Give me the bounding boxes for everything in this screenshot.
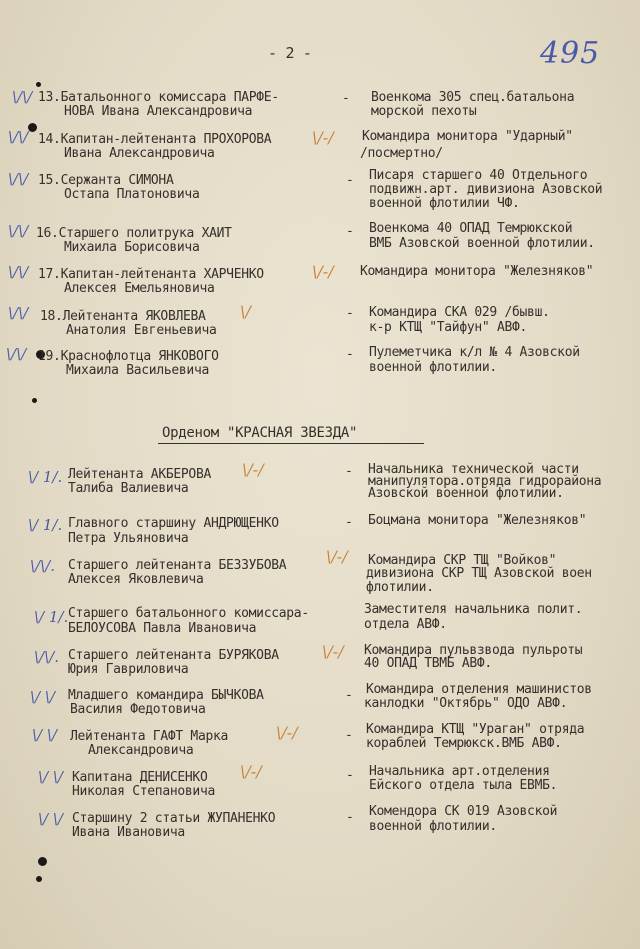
separator-dash: - bbox=[346, 224, 354, 239]
separator-dash: - bbox=[345, 515, 353, 530]
separator-dash: - bbox=[345, 464, 353, 479]
entry-position-line2: кораблей Темрюкск.ВМБ АВФ. bbox=[366, 736, 562, 751]
approval-tick: \/-/ bbox=[240, 762, 262, 781]
entry-name-line1: Капитана ДЕНИСЕНКО bbox=[72, 770, 208, 785]
entry-name-line2: Юрия Гавриловича bbox=[68, 662, 189, 677]
entry-position-line1: Командира КТЩ "Ураган" отряда bbox=[366, 722, 585, 737]
entry-position-line2: дивизиона СКР ТЩ Азовской воен bbox=[366, 566, 592, 581]
margin-mark: \/ \/ bbox=[30, 688, 55, 706]
entry-position-line2: военной флотилии. bbox=[369, 360, 497, 375]
margin-mark: \/\/ bbox=[6, 345, 27, 363]
approval-tick: \/-/ bbox=[276, 723, 298, 742]
entry-position-line1: Пулеметчика к/л № 4 Азовской bbox=[369, 345, 580, 360]
margin-mark: \/ \/ bbox=[32, 726, 57, 744]
entry-position-line1: Комендора СК 019 Азовской bbox=[369, 804, 558, 819]
separator-dash: - bbox=[342, 91, 350, 106]
entry-position-line2: манипулятора.отряда гидрорайона bbox=[368, 474, 602, 489]
entry-position-line2: канлодки "Октябрь" ОДО АВФ. bbox=[364, 696, 568, 711]
margin-mark: \/\/ bbox=[8, 128, 29, 146]
separator-dash: - bbox=[346, 306, 354, 321]
entry-position-line1: Начальника арт.отделения bbox=[369, 764, 550, 779]
entry-name-line1: Старшего лейтенанта БЕЗЗУБОВА bbox=[68, 558, 287, 573]
entry-position-line1: Командира СКР ТЩ "Войков" bbox=[368, 553, 557, 568]
entry-name-line1: 19.Краснофлотца ЯНКОВОГО bbox=[38, 349, 219, 364]
entry-position-line2: подвижн.арт. дивизиона Азовской bbox=[369, 182, 603, 197]
margin-mark: \/\/ bbox=[8, 263, 29, 281]
margin-mark: \/ 1/. bbox=[34, 608, 69, 626]
entry-position-line1: Командира пульвзвода пульроты bbox=[364, 643, 583, 658]
entry-name-line2: Михаила Васильевича bbox=[66, 363, 210, 378]
separator-dash: - bbox=[346, 768, 354, 783]
entry-position-line2: морской пехоты bbox=[371, 104, 477, 119]
margin-mark: \/\/ bbox=[8, 304, 29, 322]
entry-position-line1: Военкома 40 ОПАД Темрюкской bbox=[369, 221, 573, 236]
approval-tick: \/ bbox=[240, 302, 251, 321]
entry-position-line3: флотилии. bbox=[366, 580, 434, 595]
entry-position-line1: Заместителя начальника полит. bbox=[364, 602, 583, 617]
entry-name-line1: Лейтенанта ГАФТ Марка bbox=[70, 729, 229, 744]
separator-dash: - bbox=[346, 810, 354, 825]
entry-name-line2: Александровича bbox=[88, 743, 194, 758]
margin-mark: \/\/ bbox=[8, 170, 29, 188]
entry-name-line1: 16.Старшего политрука ХАИТ bbox=[36, 226, 232, 241]
margin-mark: \/\/ bbox=[8, 222, 29, 240]
entry-name-line2: Талиба Валиевича bbox=[68, 481, 189, 496]
margin-mark: \/ \/ bbox=[38, 768, 63, 786]
entry-name-line2: Николая Степановича bbox=[72, 784, 216, 799]
entry-position-line1: Командира СКА 029 /бывш. bbox=[369, 305, 550, 320]
approval-tick: \/-/ bbox=[312, 128, 334, 147]
page-number: - 2 - bbox=[268, 44, 312, 62]
entry-name-line2: Анатолия Евгеньевича bbox=[66, 323, 217, 338]
entry-position-line2: отдела АВФ. bbox=[364, 617, 447, 632]
entry-position-line2: ВМБ Азовской военной флотилии. bbox=[369, 236, 595, 251]
margin-mark: \/ \/ bbox=[38, 810, 63, 828]
entry-position-line3: Азовской военной флотилии. bbox=[368, 486, 564, 501]
entry-name-line1: Младшего командира БЫЧКОВА bbox=[68, 688, 264, 703]
entry-name-line1: 18.Лейтенанта ЯКОВЛЕВА bbox=[40, 309, 206, 324]
entry-name-line1: 15.Сержанта СИМОНА bbox=[38, 173, 174, 188]
entry-name-line2: Остапа Платоновича bbox=[64, 187, 200, 202]
entry-name-line2: Ивана Ивановича bbox=[72, 825, 185, 840]
entry-position-line1: Боцмана монитора "Железняков" bbox=[368, 513, 587, 528]
entry-position-line1: Командира монитора "Ударный" bbox=[362, 129, 573, 144]
entry-name-line1: Старшего батальонного комиссара- bbox=[68, 606, 309, 621]
entry-position-line2: Ейского отдела тыла ЕВМБ. bbox=[369, 778, 558, 793]
ink-blot bbox=[32, 398, 37, 403]
entry-name-line2: Алексея Емельяновича bbox=[64, 281, 215, 296]
ink-blot bbox=[36, 876, 42, 882]
entry-position-line2: военной флотилии. bbox=[369, 819, 497, 834]
entry-name-line2: Ивана Александровича bbox=[64, 146, 215, 161]
entry-position-line2: /посмертно/ bbox=[360, 146, 443, 161]
separator-dash: - bbox=[345, 728, 353, 743]
entry-position-line1: Командира монитора "Железняков" bbox=[360, 264, 594, 279]
entry-name-line2: Петра Ульяновича bbox=[68, 531, 189, 546]
entry-name-line2: Василия Федотовича bbox=[70, 702, 206, 717]
margin-mark: \/\/ bbox=[12, 88, 33, 106]
approval-tick: \/-/ bbox=[322, 642, 344, 661]
entry-name-line1: Старшину 2 статьи ЖУПАНЕНКО bbox=[72, 811, 276, 826]
entry-name-line1: Главного старшину АНДРЮЩЕНКО bbox=[68, 516, 279, 531]
entry-position-line1: Командира отделения машинистов bbox=[366, 682, 592, 697]
approval-tick: \/-/ bbox=[326, 547, 348, 566]
section-title-underline bbox=[158, 443, 424, 444]
entry-name-line2: Алексея Яковлевича bbox=[68, 572, 204, 587]
margin-mark: \/ 1/. bbox=[28, 516, 63, 534]
separator-dash: - bbox=[346, 347, 354, 362]
entry-name-line2: БЕЛОУСОВА Павла Ивановича bbox=[68, 621, 257, 636]
section-title: Орденом "КРАСНАЯ ЗВЕЗДА" bbox=[162, 425, 358, 441]
entry-name-line1: Старшего лейтенанта БУРЯКОВА bbox=[68, 648, 279, 663]
entry-name-line1: 17.Капитан-лейтенанта ХАРЧЕНКО bbox=[38, 267, 264, 282]
entry-name-line1: 13.Батальонного комиссара ПАРФЕ- bbox=[38, 90, 279, 105]
handwritten-page-number: 495 bbox=[540, 36, 601, 71]
entry-name-line2: Михаила Борисовича bbox=[64, 240, 200, 255]
separator-dash: - bbox=[346, 173, 354, 188]
entry-position-line2: к-р КТЩ "Тайфун" АВФ. bbox=[369, 320, 528, 335]
approval-tick: \/-/ bbox=[312, 262, 334, 281]
ink-blot bbox=[38, 857, 47, 866]
entry-name-line1: 14.Капитан-лейтенанта ПРОХОРОВА bbox=[38, 132, 272, 147]
ink-blot bbox=[28, 123, 37, 132]
separator-dash: - bbox=[345, 688, 353, 703]
entry-position-line2: 40 ОПАД ТВМБ АВФ. bbox=[364, 656, 492, 671]
entry-position-line1: Начальника технической части bbox=[368, 462, 579, 477]
approval-tick: \/-/ bbox=[242, 460, 264, 479]
margin-mark: \/ 1/. bbox=[28, 468, 63, 486]
entry-position-line3: военной флотилии ЧФ. bbox=[369, 196, 520, 211]
entry-position-line1: Писаря старшего 40 Отдельного bbox=[369, 168, 588, 183]
entry-name-line2: НОВА Ивана Александровича bbox=[64, 104, 253, 119]
margin-mark: \/\/. bbox=[30, 557, 55, 575]
entry-name-line1: Лейтенанта АКБЕРОВА bbox=[68, 467, 212, 482]
entry-position-line1: Военкома 305 спец.батальона bbox=[371, 90, 575, 105]
ink-blot bbox=[36, 82, 41, 87]
margin-mark: \/\/. bbox=[34, 648, 59, 666]
